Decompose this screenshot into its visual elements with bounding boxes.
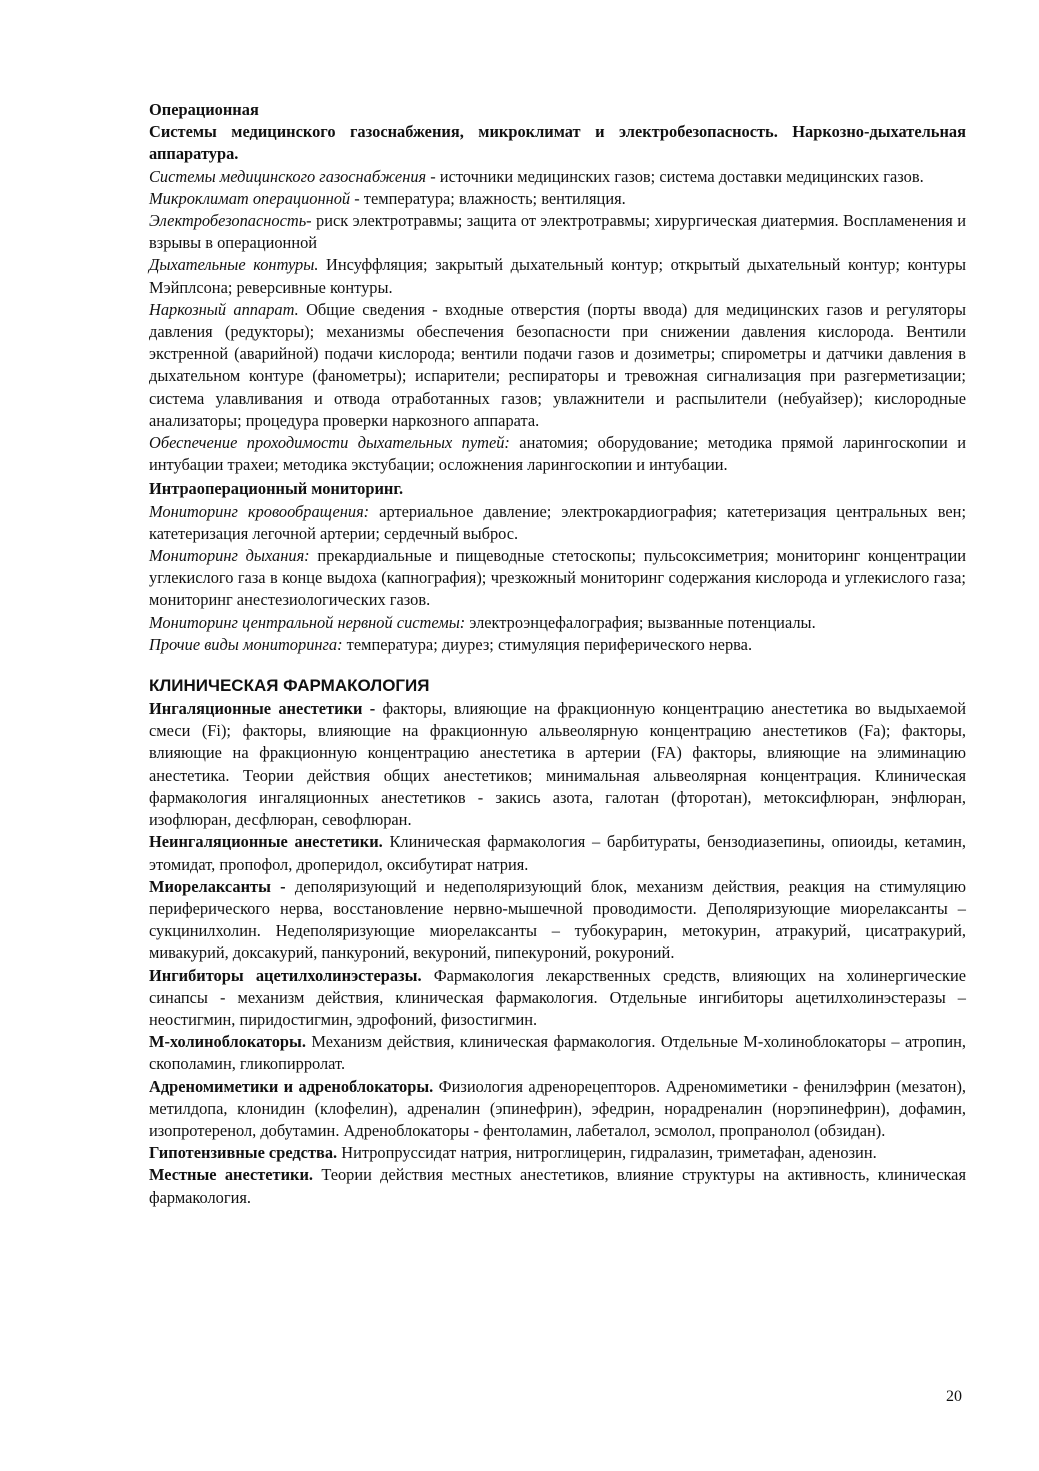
term: Обеспечение проходимости дыхательных путей: — [149, 433, 510, 453]
term: Ингаляционные анестетики - — [149, 699, 376, 719]
term: Гипотензивные средства. — [149, 1143, 338, 1163]
paragraph-muscle-relaxants — [149, 876, 966, 965]
term: Наркозный аппарат. — [149, 299, 299, 319]
term: М-холиноблокаторы. — [149, 1032, 306, 1052]
paragraph-adrenergics — [149, 1076, 966, 1143]
definition: температура; диурез; стимуляция периферического нерва. — [342, 634, 753, 654]
paragraph-circulation-monitoring — [149, 501, 966, 545]
definition: Физиология адренорецепторов. Адреномиметики - фенилэфрин (мезатон), метилдопа, клонидин (клофелин), адреналин (эпинефрин), эфедрин, норадреналин (норэпинефрин), дофамин, изопротеренол, добутамин. Адреноблокаторы - фентоламин, лабеталол, эсмолол, пропранолол (обзидан). — [149, 1076, 966, 1140]
term: Дыхательные контуры. — [149, 255, 319, 275]
section-heading-clinical-pharmacology: КЛИНИЧЕСКАЯ ФАРМАКОЛОГИЯ — [149, 676, 430, 696]
definition: Фармакология лекарственных средств, влияющих на холинергические синапсы - механизм действия, клиническая фармакология. Отдельные ингибиторы ацетилхолинэстеразы – неостигмин, пиридостигмин, эдрофоний, физостигмин. — [149, 965, 966, 1029]
term: Мониторинг кровообращения: — [149, 501, 370, 521]
term: Миорелаксанты - — [149, 876, 286, 896]
term: Мониторинг центральной нервной системы: — [149, 612, 466, 632]
term: Системы медицинского газоснабжения — [149, 166, 427, 186]
paragraph-other-monitoring — [149, 634, 966, 656]
paragraph-respiration-monitoring — [149, 545, 966, 612]
paragraph-anticholinergics — [149, 1031, 966, 1075]
term: Электробезопасность — [149, 211, 307, 231]
term: Прочие виды мониторинга: — [149, 634, 343, 654]
term: Местные анестетики. — [149, 1165, 314, 1185]
paragraph-electrosafety — [149, 210, 966, 254]
section-subtitle-equipment: Системы медицинского газоснабжения, микроклимат и электробезопасность. Наркозно-дыхательная аппаратура. — [149, 122, 966, 164]
document-page — [149, 99, 966, 1209]
paragraph-noninhalational — [149, 831, 966, 875]
page-number: 20 — [946, 1388, 962, 1405]
definition: - температура; влажность; вентиляция. — [350, 188, 626, 208]
section-title-operating-room: Операционная — [149, 100, 259, 119]
paragraph-gas-supply — [149, 166, 966, 188]
paragraph-breathing-circuits — [149, 254, 966, 298]
definition: Нитропруссидат натрия, нитроглицерин, гидралазин, триметафан, аденозин. — [337, 1143, 877, 1163]
paragraph-microclimate — [149, 188, 966, 210]
paragraph-local-anesthetics — [149, 1164, 966, 1208]
term: Мониторинг дыхания: — [149, 546, 310, 566]
paragraph-inhalational — [149, 698, 966, 831]
paragraph-cns-monitoring — [149, 612, 966, 634]
definition: - источники медицинских газов; система доставки медицинских газов. — [426, 166, 924, 186]
definition: электроэнцефалография; вызванные потенциалы. — [465, 612, 816, 632]
paragraph-airway — [149, 432, 966, 476]
paragraph-cholinesterase-inhibitors — [149, 965, 966, 1032]
definition: анатомия; оборудование; методика прямой ларингоскопии и интубации трахеи; методика экстубации; осложнения ларингоскопии и интубации. — [149, 433, 966, 475]
term: Микроклимат операционной — [149, 188, 351, 208]
section-title-monitoring: Интраоперационный мониторинг. — [149, 479, 404, 499]
definition: Механизм действия, клиническая фармакология. Отдельные М-холиноблокаторы – атропин, скополамин, гликопирролат. — [149, 1032, 966, 1074]
definition: прекардиальные и пищеводные стетоскопы; пульсоксиметрия; мониторинг концентрации углекислого газа в конце выдоха (капнография); чрезкожный мониторинг содержания кислорода и углекислого газа; мониторинг анестезиологических газов. — [149, 546, 966, 610]
definition: Инсуффляция; закрытый дыхательный контур; открытый дыхательный контур; контуры Мэйплсона; реверсивные контуры. — [149, 255, 966, 297]
paragraph-antihypertensives — [149, 1142, 966, 1164]
definition: Клиническая фармакология – барбитураты, бензодиазепины, опиоиды, кетамин, этомидат, пропофол, дроперидол, оксибутират натрия. — [149, 832, 966, 874]
term: Ингибиторы ацетилхолинэстеразы. — [149, 965, 422, 985]
definition: - риск электротравмы; защита от электротравмы; хирургическая диатермия. Воспламенения и взрывы в операционной — [149, 211, 966, 253]
paragraph-anesthesia-machine — [149, 299, 966, 432]
term: Неингаляционные анестетики. — [149, 832, 383, 852]
term: Адреномиметики и адреноблокаторы. — [149, 1076, 434, 1096]
definition: деполяризующий и недеполяризующий блок, механизм действия, реакция на стимуляцию периферического нерва, восстановление нервно-мышечной проводимости. Деполяризующие миорелаксанты – сукцинилхолин. Недеполяризующие миорелаксанты – тубокурарин, метокурин, атракурий, цисатракурий, мивакурий, доксакурий, панкуроний, векуроний, пипекуроний, рокуроний. — [149, 876, 966, 963]
definition: Теории действия местных анестетиков, влияние структуры на активность, клиническая фармакология. — [149, 1165, 966, 1207]
definition: Общие сведения - входные отверстия (порты ввода) для медицинских газов и регуляторы давления (редукторы); механизмы обеспечения безопасности при снижении давления кислорода. Вентили экстренной (аварийной) подачи кислорода; вентили подачи газов и дозиметры; спирометры и датчики давления в дыхательном контуре (фанометры); испарители; респираторы и тревожная сигнализация при разгерметизации; система улавливания и отвода отработанных газов; увлажнители и распылители (небуайзер); кислородные анализаторы; процедура проверки наркозного аппарата. — [149, 299, 966, 430]
definition: факторы, влияющие на фракционную концентрацию анестетика во выдыхаемой смеси (Fi); факторы, влияющие на фракционную альвеолярную концентрацию анестетиков (Fa); факторы, влияющие на фракционную концентрацию анестетика в артерии (FA) факторы, влияющие на элиминацию анестетика. Теории действия общих анестетиков; минимальная альвеолярная концентрация. Клиническая фармакология ингаляционных анестетиков - закись азота, галотан (фторотан), метоксифлюран, энфлюран, изофлюран, десфлюран, севофлюран. — [149, 699, 966, 830]
definition: артериальное давление; электрокардиография; катетеризация центральных вен; катетеризация легочной артерии; сердечный выброс. — [149, 501, 966, 543]
